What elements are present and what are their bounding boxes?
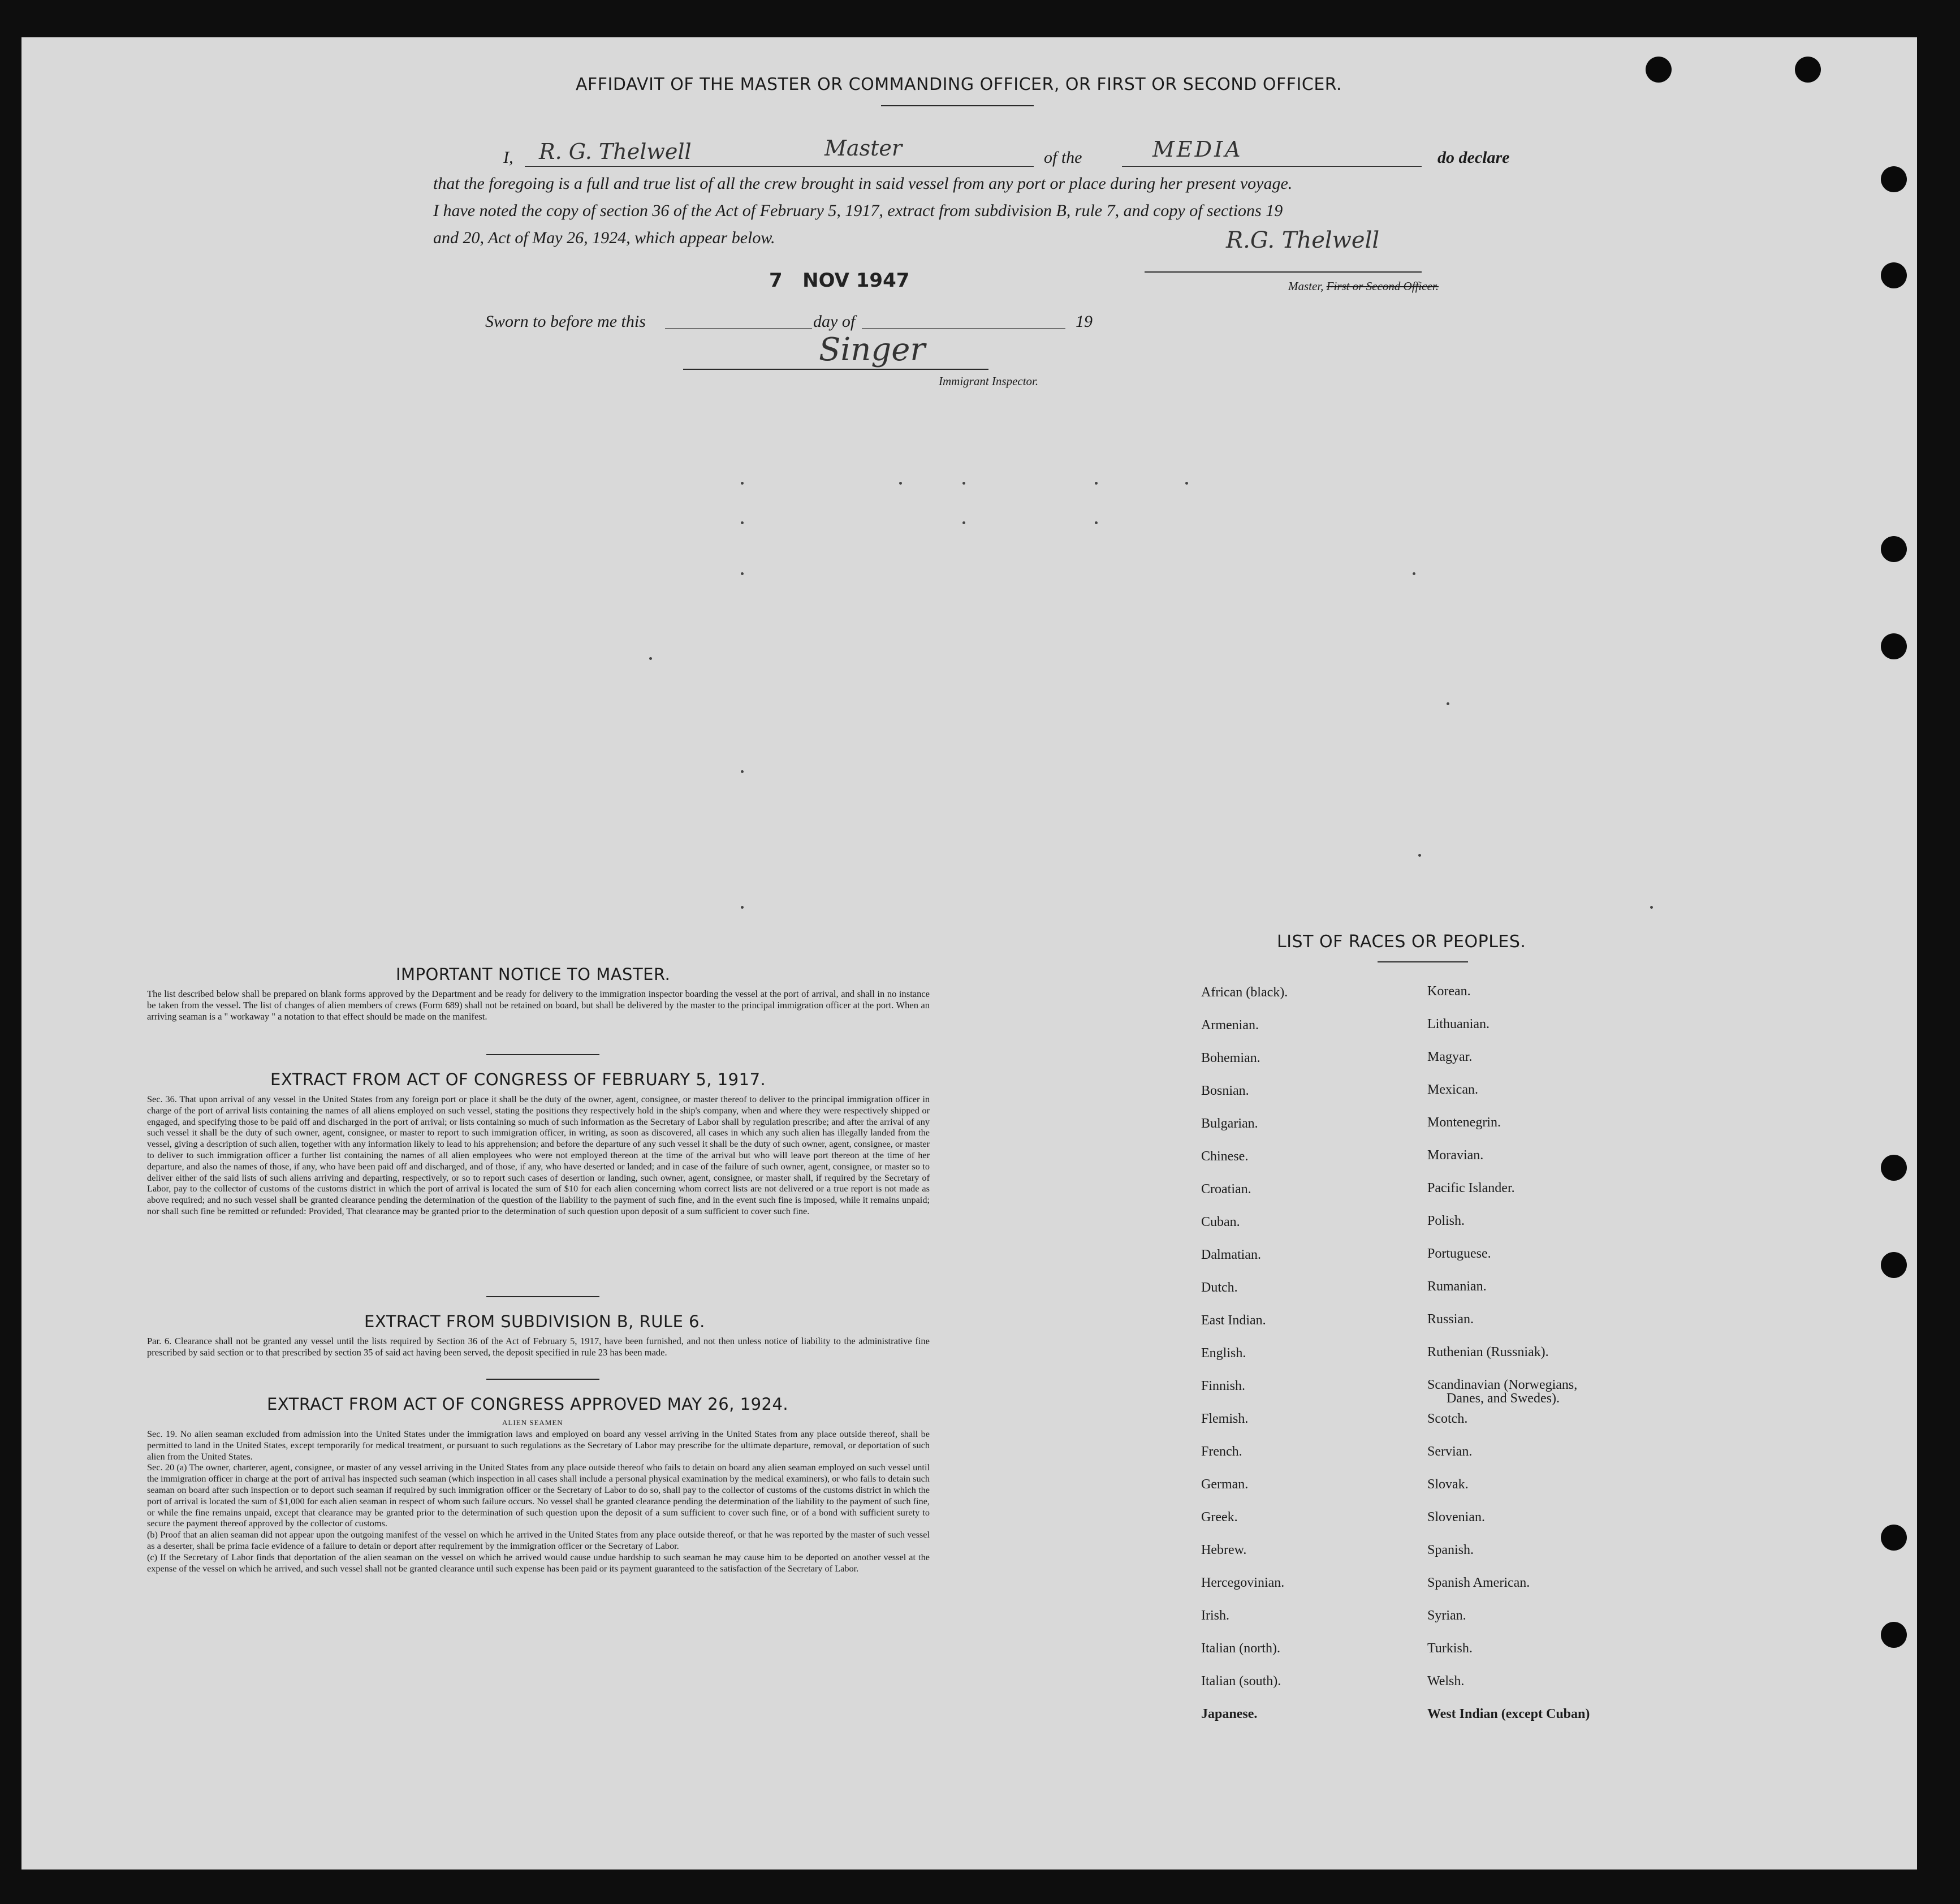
race-right: Scotch.: [1427, 1411, 1468, 1426]
race-left: French.: [1201, 1444, 1242, 1459]
race-right: Slovak.: [1427, 1477, 1469, 1492]
sec-19-text: Sec. 19. No alien seaman excluded from admission into the United States under the immigration laws and employed on board any vessel arriving in the United States from any place outside thereof, shall be permitted to land in the United States, except temporarily for medical treatment, or pursuant to such regulations as the Secretary of Labor may prescribe for the ultimate departure, removal, or deportation of such alien from the United States.: [147, 1428, 930, 1462]
race-right: Spanish.: [1427, 1543, 1474, 1557]
race-left: Hebrew.: [1201, 1543, 1247, 1557]
speck: [1095, 482, 1098, 485]
race-left: East Indian.: [1201, 1313, 1266, 1328]
speck: [962, 482, 965, 485]
race-right: Pacific Islander.: [1427, 1181, 1515, 1195]
inspector-label: Immigrant Inspector.: [939, 374, 1039, 388]
punch-hole: [1881, 633, 1907, 659]
inspector-line: [683, 369, 988, 370]
master-name-handwritten: R. G. Thelwell: [539, 139, 692, 164]
race-right: Ruthenian (Russniak).: [1427, 1345, 1549, 1359]
sworn-day-line: [665, 328, 812, 329]
master-text: Master,: [1288, 279, 1324, 293]
speck: [1095, 521, 1098, 524]
vessel-line: [1122, 166, 1422, 167]
race-left: English.: [1201, 1346, 1246, 1361]
master-signature: R.G. Thelwell: [1226, 227, 1380, 253]
race-left: Cuban.: [1201, 1215, 1240, 1229]
notice-text: The list described below shall be prepared on blank forms approved by the Department and be ready for delivery to the immigration inspector boarding the vessel at the port of arrival, and shall in no instance be taken from the vessel. The list of changes of alien members of crews (Form 689) shall not be retained on board, but shall be delivered by the master to the principal immigration officer at the port. When an arriving seaman is a " workaway " a notation to that effect should be made on the manifest.: [147, 988, 930, 1022]
name-line: [525, 166, 1034, 167]
race-left: Greek.: [1201, 1510, 1238, 1525]
race-right: Magyar.: [1427, 1050, 1473, 1064]
race-left: Armenian.: [1201, 1018, 1259, 1033]
sec-20b-text: (b) Proof that an alien seaman did not appear upon the outgoing manifest of the vessel on which he arrived in the United States from any place outside thereof, or that he was reported by the master of such vessel as a deserter, shall be prima facie evidence of a failure to detain or deport after requirement by the immigration officer or the Secretary of Labor.: [147, 1529, 930, 1551]
inspector-signature: Singer: [819, 331, 926, 368]
punch-hole: [1881, 166, 1907, 192]
punch-hole: [1881, 1525, 1907, 1551]
speck: [1418, 854, 1421, 857]
rank-handwritten: Master: [824, 136, 902, 161]
races-title: LIST OF RACES OR PEOPLES.: [1277, 932, 1526, 952]
race-left: Italian (south).: [1201, 1674, 1281, 1689]
race-right: Polish.: [1427, 1214, 1465, 1228]
race-left: Dalmatian.: [1201, 1247, 1261, 1262]
sec-20a-text: Sec. 20 (a) The owner, charterer, agent, consignee, or master of any vessel arriving in the United States from any place outside thereof who fails to detain on board any alien seaman employed on such vessel until the immigration officer in charge at the port of arrival has inspected such seaman (which inspection in all cases shall include a personal physical examination by the medical examiners), or who fails to detain such seaman on board after such inspection or to deport such seaman if required by such immigration officer or the Secretary of Labor to do so, shall pay to the collector of customs of the customs district in which the port of arrival is located the sum of $1,000 for each alien seaman in respect of whom such failure occurs. No vessel shall be granted clearance pending the determination of the liability to the payment of such fine, or while the fine remains unpaid, except that clearance may be granted prior to the determination of such question upon the deposit of a sum sufficient to cover such fine, or of a bond with sufficient surety to secure the payment thereof approved by the collector of customs.: [147, 1462, 930, 1529]
speck: [1413, 572, 1415, 575]
speck: [1185, 482, 1188, 485]
extract-1924-body: [147, 1428, 930, 1574]
race-left: African (black).: [1201, 985, 1288, 1000]
race-right: Welsh.: [1427, 1674, 1465, 1689]
punch-hole: [1881, 536, 1907, 562]
punch-hole: [1881, 262, 1907, 288]
race-left: Bosnian.: [1201, 1083, 1249, 1098]
race-right: Servian.: [1427, 1444, 1473, 1459]
race-left: Japanese.: [1201, 1707, 1258, 1721]
divider: [486, 1054, 599, 1055]
race-right: Turkish.: [1427, 1641, 1473, 1656]
speck: [741, 521, 744, 524]
speck: [1447, 702, 1449, 705]
speck: [1650, 906, 1653, 909]
notice-title: IMPORTANT NOTICE TO MASTER.: [396, 965, 671, 984]
race-left: Italian (north).: [1201, 1641, 1280, 1656]
rule6-title: EXTRACT FROM SUBDIVISION B, RULE 6.: [364, 1312, 705, 1331]
do-declare-label: do declare: [1437, 148, 1510, 167]
date-stamp: 7 NOV 1947: [769, 269, 910, 292]
day-of-label: day of: [813, 312, 856, 331]
race-right: Slovenian.: [1427, 1510, 1485, 1525]
race-left: Croatian.: [1201, 1182, 1251, 1197]
year-label: 19: [1076, 312, 1093, 331]
race-left: Hercegovinian.: [1201, 1575, 1285, 1590]
race-left: Bohemian.: [1201, 1051, 1260, 1065]
race-left: German.: [1201, 1477, 1249, 1492]
speck: [962, 521, 965, 524]
race-right: Moravian.: [1427, 1148, 1484, 1163]
document-sheet: [21, 37, 1917, 1870]
divider: [486, 1296, 599, 1297]
affidavit-line-4: and 20, Act of May 26, 1924, which appear below.: [433, 228, 775, 247]
speck: [899, 482, 902, 485]
punch-hole: [1881, 1622, 1907, 1648]
punch-hole: [1795, 57, 1821, 83]
race-right: Syrian.: [1427, 1608, 1466, 1623]
master-label: [1288, 279, 1439, 293]
speck: [741, 906, 744, 909]
race-right: Mexican.: [1427, 1082, 1478, 1097]
race-right: Spanish American.: [1427, 1575, 1530, 1590]
race-right: West Indian (except Cuban): [1427, 1707, 1590, 1721]
extract-1917-text: Sec. 36. That upon arrival of any vessel in the United States from any foreign port or place it shall be the duty of the owner, agent, consignee, or master thereof to deliver to the principal immigration officer in charge of the port of arrival lists containing the names of all aliens employed on such vessel, stating the positions they respectively hold in the ship's company, when and where they were respectively shipped or engaged, and specifying those to be paid off and discharged in the port of arrival; or lists containing so much of such information as the Secretary of Labor shall by regulation prescribe; and after the arrival of any such vessel it shall be the duty of such owner, agent, consignee, or master to report to such immigration officer, in writing, as soon as discovered, all cases in which any such alien has illegally landed from the vessel, giving a description of such alien, together with any information likely to lead to his apprehension; and before the departure of any such vessel it shall be the duty of such owner, agent, consignee, or master to deliver to such immigration officer a further list containing the names of all alien employees who were not employed thereon at the time of the arrival but who will leave port thereon at the time of her departure, and also the names of those, if any, who have been paid off and discharged, and of those, if any, who have deserted or landed; and in case of the failure of such owner, agent, consignee, or master so to deliver either of the said lists of such aliens arriving and departing, respectively, or so to report such cases of desertion or landing, such owner, agent, consignee, or master shall, if required by the Secretary of Labor, pay to the collector of customs of the customs district in which the port of arrival is located the sum of $10 for each alien concerning whom correct lists are not delivered or a true report is not made as above required; and no such vessel shall be granted clearance pending the determination of the question of the liability to the payment of such fine, and in the event such fine is imposed, while it remains unpaid; nor shall such fine be remitted or refunded: Provided, That clearance may be granted prior to the determination of such question upon deposit of a sum sufficient to cover such fine.: [147, 1094, 930, 1216]
race-left: Dutch.: [1201, 1280, 1238, 1295]
extract-1924-title: EXTRACT FROM ACT OF CONGRESS APPROVED MAY 26, 1924.: [267, 1394, 789, 1414]
affidavit-title: AFFIDAVIT OF THE MASTER OR COMMANDING OFFICER, OR FIRST OR SECOND OFFICER.: [576, 75, 1342, 94]
speck: [649, 657, 652, 660]
speck: [741, 482, 744, 485]
sworn-month-line: [862, 328, 1065, 329]
race-left: Finnish.: [1201, 1379, 1246, 1393]
race-right: Korean.: [1427, 984, 1471, 999]
race-right: Rumanian.: [1427, 1279, 1487, 1294]
struck-officer-text: First or Second Officer.: [1326, 279, 1439, 293]
race-right: Scandinavian (Norwegians,: [1427, 1378, 1578, 1392]
race-right: Portuguese.: [1427, 1246, 1491, 1261]
affidavit-line-3: I have noted the copy of section 36 of the Act of February 5, 1917, extract from subdivision B, rule 7, and copy of sections 19: [433, 201, 1283, 220]
race-right: Lithuanian.: [1427, 1017, 1490, 1031]
rule6-text: Par. 6. Clearance shall not be granted any vessel until the lists required by Section 36 of the Act of February 5, 1917, have been furnished, and not then unless notice of liability to the administrative fine prescribed by said section or to that prescribed by section 35 of said act having been served, the deposit specified in rule 23 has been made.: [147, 1336, 930, 1358]
race-left: Irish.: [1201, 1608, 1229, 1623]
alien-seamen-subtitle: ALIEN SEAMEN: [502, 1418, 563, 1427]
affidavit-line-2: that the foregoing is a full and true list of all the crew brought in said vessel from any port or place during her present voyage.: [433, 174, 1293, 193]
extract-1917-title: EXTRACT FROM ACT OF CONGRESS OF FEBRUARY 5, 1917.: [270, 1070, 766, 1089]
race-left: Flemish.: [1201, 1411, 1249, 1426]
speck: [741, 770, 744, 773]
speck: [741, 572, 744, 575]
punch-hole: [1881, 1155, 1907, 1181]
race-left: Chinese.: [1201, 1149, 1249, 1164]
sec-20c-text: (c) If the Secretary of Labor finds that deportation of the alien seaman on the vessel on which he arrived would cause undue hardship to such seaman he may cause him to be deported on another vessel at the expense of the vessel on which he arrived, and such vessel shall not be granted clearance until such expense has been paid or its payment guaranteed to the satisfaction of the Secretary of Labor.: [147, 1551, 930, 1574]
punch-hole: [1646, 57, 1672, 83]
race-right: Russian.: [1427, 1312, 1474, 1327]
race-left: Bulgarian.: [1201, 1116, 1258, 1131]
race-right: Montenegrin.: [1427, 1115, 1501, 1130]
sworn-label: Sworn to before me this: [485, 312, 646, 331]
divider: [881, 105, 1034, 106]
punch-hole: [1881, 1252, 1907, 1278]
of-the-label: of the: [1044, 148, 1082, 167]
race-right-continued: Danes, and Swedes).: [1447, 1391, 1560, 1406]
divider: [486, 1379, 599, 1380]
signature-line: [1145, 271, 1422, 273]
i-label: I,: [503, 148, 513, 167]
divider: [1378, 961, 1468, 962]
vessel-name-handwritten: MEDIA: [1152, 137, 1243, 162]
